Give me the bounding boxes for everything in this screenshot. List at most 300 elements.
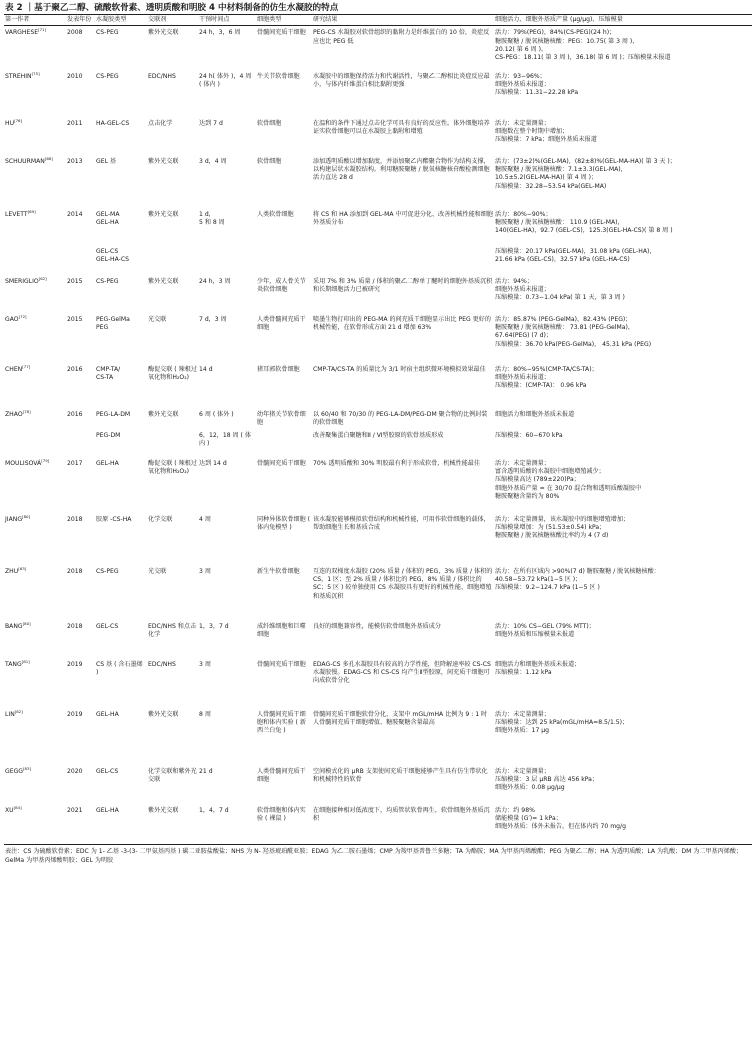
metrics-line: 糖胺聚糖 / 脱氧核糖核酸比率约为 4 (7 d) [495, 532, 609, 540]
table-row [4, 431, 752, 459]
cell-celltype [256, 431, 312, 459]
year-text: 2020 [67, 767, 83, 775]
reference-marker: [71] [38, 27, 47, 33]
cell-author [4, 459, 66, 515]
table-row [4, 315, 752, 365]
crosslinker-text: 紫外光交联 [148, 410, 179, 418]
metrics-line: 压缩模量：(CMP-TA)： 0.96 kPa [495, 382, 587, 390]
crosslinker-text: 化学交联 [148, 515, 173, 523]
cell-metrics [494, 315, 752, 365]
type-text: GEL-CS [96, 622, 119, 630]
crosslinker-text: 酶促交联 ( 辣根过氧化物和H₂O₂) [148, 365, 197, 382]
cell-type [95, 567, 147, 622]
cell-year [66, 767, 95, 806]
type-text: CS-PEG [96, 277, 119, 285]
header-metrics: 细胞活力、细胞外基质产量 (μg/μg)、压缩模量 [494, 15, 752, 26]
metrics-line: 活力：94%； [495, 277, 533, 285]
cell-type [95, 247, 147, 277]
cell-type [95, 26, 147, 72]
author-name: ZHU [5, 567, 19, 575]
cell-crosslinker [147, 660, 198, 710]
author-name: MOULISOVÁ [5, 459, 42, 467]
cell-crosslinker [147, 459, 198, 515]
cell-type [95, 410, 147, 431]
findings-text: EDAG-CS 多孔水凝胶具有较高的力学性能，但降解速率较 CS-CS 水凝胶慢。EDAG-CS 和 CS-CS 均产生Ⅱ型胶原，间充质干细胞可向成软骨分化 [313, 660, 493, 685]
cell-crosslinker [147, 431, 198, 459]
metrics-line: 细胞外基质：17 μg [495, 727, 549, 735]
cell-celltype [256, 247, 312, 277]
cell-celltype [256, 157, 312, 210]
year-text: 2019 [67, 710, 83, 718]
cell-metrics [494, 365, 752, 410]
cell-findings [312, 365, 494, 410]
type-text: GEL-HA [96, 459, 119, 467]
table-row [4, 622, 752, 660]
author-name: CHEN [5, 365, 23, 373]
table-row [4, 767, 752, 806]
cell-timepoint [198, 277, 256, 315]
type-text: 胶原 -CS-HA [96, 515, 132, 523]
celltype-text: 人类软骨细胞 [257, 210, 294, 218]
timepoint-text: 3 周 [199, 567, 211, 575]
table-row [4, 459, 752, 515]
table-row [4, 365, 752, 410]
crosslinker-text: 紫外光交联 [148, 710, 179, 718]
cell-metrics [494, 26, 752, 72]
metrics-line: 活力：未定量测量； [495, 459, 550, 467]
timepoint-text: 1 d， 5 和 8 周 [199, 210, 225, 227]
cell-metrics [494, 157, 752, 210]
type-text: GEL-HA [96, 710, 119, 718]
cell-crosslinker [147, 247, 198, 277]
cell-findings [312, 515, 494, 567]
cell-crosslinker [147, 277, 198, 315]
cell-findings [312, 410, 494, 431]
header-author: 第一作者 [4, 15, 66, 26]
metrics-line: 活力：约 98% [495, 806, 535, 814]
metrics-line: 细胞外基质和压缩模量未报道 [495, 631, 575, 639]
metrics-line: 10.5±5.2(GEL-MA-HA)( 第 4 周 )； [495, 174, 598, 182]
metrics-line: 140(GEL-HA)，92.7 (GEL-CS)，125.3(GEL-HA-CS)( 第 8 周 ) [495, 227, 673, 235]
crosslinker-text: 化学交联和紫外光交联 [148, 767, 197, 784]
cell-celltype [256, 26, 312, 72]
cell-timepoint [198, 767, 256, 806]
reference-marker: [80] [22, 513, 31, 519]
table-row [4, 247, 752, 277]
cell-type [95, 431, 147, 459]
timepoint-text: 4 周 [199, 515, 211, 523]
metrics-line: 活力：未定量测量； [495, 710, 550, 718]
cell-crosslinker [147, 157, 198, 210]
celltype-text: 少年，成人骨关节炎软骨细胞 [257, 277, 306, 294]
cell-findings [312, 660, 494, 710]
metrics-line: 活力：在所有区域内 >90%(7 d) 糖胺聚糖 / 脱氧核糖核酸： [495, 567, 660, 575]
cell-celltype [256, 767, 312, 806]
cell-author [4, 119, 66, 157]
cell-timepoint [198, 622, 256, 660]
celltype-text: 新生牛软骨细胞 [257, 567, 300, 575]
celltype-text: 软骨细胞 [257, 119, 282, 127]
reference-marker: [80] [22, 620, 31, 626]
reference-marker: [75] [31, 70, 40, 76]
metrics-line: 活力：未定量测量，该水凝胶中的细胞增殖增加； [495, 515, 630, 523]
cell-author [4, 710, 66, 767]
cell-type [95, 210, 147, 247]
crosslinker-text: 酶促交联 ( 辣根过氧化物和H₂O₂) [148, 459, 197, 476]
metrics-line: 活力：(73±2)%(GEL-MA)，(82±8)%(GEL-MA-HA)( 第 3 天 )； [495, 157, 676, 165]
reference-marker: [79] [41, 457, 50, 463]
author-name: BANG [5, 622, 23, 630]
cell-findings [312, 622, 494, 660]
metrics-line: 压缩模量：36.70 kPa(PEG-GelMa)， 45.31 kPa (PEG) [495, 340, 652, 348]
celltype-text: 人类骨髓间充质干细胞 [257, 767, 306, 784]
cell-timepoint [198, 315, 256, 365]
table-row [4, 210, 752, 247]
cell-celltype [256, 710, 312, 767]
crosslinker-text: 点击化学 [148, 119, 173, 127]
cell-timepoint [198, 515, 256, 567]
cell-timepoint [198, 410, 256, 431]
metrics-line: 细胞外基质：0.08 μg/μg [495, 784, 565, 792]
author-name: LEVETT [5, 210, 28, 218]
cell-celltype [256, 459, 312, 515]
cell-year [66, 277, 95, 315]
reference-marker: [83] [23, 765, 32, 771]
table-row [4, 567, 752, 622]
cell-author [4, 247, 66, 277]
metrics-line: 细胞活力和细胞外基质未报道； [495, 660, 581, 668]
timepoint-text: 24 h，3，6 周 [199, 29, 241, 37]
metrics-line: 压缩模量增加：为 (51.53±0.54) kPa； [495, 524, 606, 532]
metrics-line: 活力：85.87% (PEG-GelMa)，82.43% (PEG)； [495, 315, 632, 323]
cell-type [95, 72, 147, 119]
type-text: CS-PEG [96, 72, 119, 80]
findings-text: 互连的双梯度水凝胶 (20% 质量 / 体积的 PEG，3% 质量 / 体积的 CS，1 区；至 2% 质量 / 体积比的 PEG，8% 质量 / 体积比的 SC；5 区 ) 较单独使用 CS 水凝胶具有更好的机械性能、细胞增殖和基质沉积 [313, 567, 495, 600]
cell-crosslinker [147, 767, 198, 806]
celltype-text: 幼年猪关节软骨细胞 [257, 410, 306, 427]
cell-year [66, 365, 95, 410]
cell-crosslinker [147, 622, 198, 660]
celltype-text: 骨髓间充质干细胞 [257, 660, 306, 668]
cell-type [95, 767, 147, 806]
cell-year [66, 410, 95, 431]
year-text: 2015 [67, 277, 83, 285]
cell-crosslinker [147, 315, 198, 365]
crosslinker-text: 紫外光交联 [148, 806, 179, 814]
cell-crosslinker [147, 567, 198, 622]
cell-author [4, 277, 66, 315]
cell-type [95, 315, 147, 365]
cell-crosslinker [147, 72, 198, 119]
reference-marker: [63] [18, 565, 27, 571]
metrics-line: 活力：80%−95%(CMP-TA/CS-TA)； [495, 365, 598, 373]
celltype-text: 人骨髓间充质干细胞和体内实验 ( 新西兰白兔 ) [257, 710, 306, 735]
type-text: GEL-MA GEL-HA [96, 210, 120, 227]
year-text: 2014 [67, 210, 83, 218]
metrics-line: 糖胺聚糖 / 脱氧核糖核酸： 110.9 (GEL-MA)， [495, 219, 624, 227]
metrics-line: 活力：10% CS−GEL (79% MTT)； [495, 622, 595, 630]
type-text: CS-PEG [96, 567, 119, 575]
cell-timepoint [198, 660, 256, 710]
cell-year [66, 26, 95, 72]
metrics-line: 糖胺聚糖 / 脱氧核糖核酸：7.1±3.3(GEL-MA)， [495, 166, 627, 174]
timepoint-text: 1，3，7 d [199, 622, 229, 630]
findings-text: 在细胞接种相对低浓度下，均质管状软骨再生，软骨细胞外基质沉积 [313, 806, 490, 823]
cell-celltype [256, 119, 312, 157]
metrics-line: 活力：79%(PEG)，84%(CS-PEG)(24 h)； [495, 29, 616, 37]
cell-metrics [494, 567, 752, 622]
cell-crosslinker [147, 410, 198, 431]
author-name: LIN [5, 710, 15, 718]
cell-findings [312, 119, 494, 157]
year-text: 2013 [67, 157, 83, 165]
metrics-line: 细胞外基质：体外未报告，但在体内约 70 mg/g [495, 823, 626, 831]
metrics-line: 21.66 kPa (GEL-CS)，32.57 kPa (GEL-HA-CS) [495, 256, 630, 264]
table-row [4, 515, 752, 567]
findings-text: 水凝胶中的细胞保持活力和代谢活性，与聚乙二醇相比炎症反应最小，与体内纤维蛋白相比黏附更强 [313, 72, 490, 89]
metrics-line: 糖胺聚糖 / 脱氧核糖核酸： 73.81 (PEG-GelMa)， [495, 324, 634, 332]
cell-metrics [494, 660, 752, 710]
cell-author [4, 806, 66, 845]
cell-metrics [494, 710, 752, 767]
timepoint-text: 7 d，3 周 [199, 315, 227, 323]
cell-year [66, 119, 95, 157]
table-row [4, 660, 752, 710]
header-crosslinker: 交联剂 [147, 15, 198, 26]
cell-celltype [256, 660, 312, 710]
reference-marker: [62] [38, 275, 47, 281]
cell-timepoint [198, 710, 256, 767]
cell-author [4, 767, 66, 806]
metrics-line: 压缩模量：32.28−53.54 kPa(GEL-MA) [495, 182, 607, 190]
metrics-line: 细胞外基质未报道； [495, 374, 550, 382]
cell-year [66, 660, 95, 710]
reference-marker: [84] [13, 804, 22, 810]
cell-findings [312, 806, 494, 845]
year-text: 2017 [67, 459, 83, 467]
cell-author [4, 157, 66, 210]
cell-type [95, 660, 147, 710]
metrics-line: 67.64(PEG) (7 d)； [495, 332, 552, 340]
year-text: 2016 [67, 410, 83, 418]
metrics-line: 40.58−53.72 kPa(1−5 区 )； [495, 576, 582, 584]
findings-text: CMP-TA/CS-TA 的质量比为 3/1 时宿主组织微环境模拟效果最佳 [313, 365, 486, 373]
cell-year [66, 567, 95, 622]
reference-marker: [77] [22, 363, 31, 369]
cell-timepoint [198, 210, 256, 247]
crosslinker-text: 紫外光交联 [148, 157, 179, 165]
type-text: PEG-LA-DM [96, 410, 131, 418]
cell-timepoint [198, 26, 256, 72]
table-footnote: 表注：CS 为硫酸软骨素；EDC 为 1- 乙基 -3-(3- 二甲氨基丙基 ) 碳二亚胺盐酸盐；NHS 为 N- 羟基琥珀酰亚胺；EDAG 为乙二胺石墨烯；CMP 为羧甲基普鲁兰多糖；TA 为酪胺；MA 为甲基丙烯酸酯；PEG 为聚乙二醇；HA 为透明质酸；LA 为乳酸；DM 为二甲基丙烯酸；GelMa 为甲基丙烯酸明胶；GEL 为明胶 [5, 848, 743, 865]
cell-findings [312, 210, 494, 247]
cell-metrics [494, 767, 752, 806]
celltype-text: 骨髓间充质干细胞 [257, 459, 306, 467]
cell-celltype [256, 567, 312, 622]
table-row [4, 410, 752, 431]
cell-author [4, 315, 66, 365]
timepoint-text: 24 h( 体外 )，4 周 ( 体内 ) [199, 72, 254, 89]
cell-metrics [494, 622, 752, 660]
cell-author [4, 431, 66, 459]
metrics-line: 储能模量 (G′)= 1 kPa； [495, 815, 562, 823]
metrics-line: 活力：80%−90%； [495, 210, 552, 218]
findings-text: 骨髓间充质干细胞软骨分化，支架中 mGL/mHA 比例为 9 : 1 时人骨髓间充质干细胞增值、糖胺聚糖含量最高 [313, 710, 488, 727]
findings-text: 采用 7% 和 3% 质量 / 体积的聚乙二醇单丁醚时的细胞外基质沉积和长期细胞活力已被研究 [313, 277, 493, 294]
crosslinker-text: 紫外光交联 [148, 210, 179, 218]
timepoint-text: 14 d [199, 365, 213, 373]
header-findings: 研究结果 [312, 15, 494, 26]
year-text: 2016 [67, 365, 83, 373]
findings-text: 将 CS 和 HA 添加到 GEL-MA 中可促进分化、改善机械性能和细胞外基质分布 [313, 210, 493, 227]
year-text: 2011 [67, 119, 83, 127]
year-text: 2018 [67, 515, 83, 523]
celltype-text: 成纤维细胞和巨噬细胞 [257, 622, 306, 639]
metrics-line: 压缩模量：11.31−22.28 kPa [495, 89, 579, 97]
timepoint-text: 24 h，3 周 [199, 277, 231, 285]
cell-author [4, 210, 66, 247]
cell-timepoint [198, 247, 256, 277]
year-text: 2019 [67, 660, 83, 668]
metrics-line: 压缩模量高达 (789±220)Pa； [495, 476, 580, 484]
cell-metrics [494, 410, 752, 431]
header-type: 水凝胶类型 [95, 15, 147, 26]
celltype-text: 猪耳郭软骨细胞 [257, 365, 300, 373]
year-text: 2018 [67, 567, 83, 575]
cell-year [66, 210, 95, 247]
findings-text: 喷墨生物打印出的 PEG-MA 的间充质干细胞显示出比 PEG 更好的机械性能，在软骨形成方面 21 d 增加 63% [313, 315, 491, 332]
reference-marker: [78] [22, 408, 31, 414]
crosslinker-text: EDC/NHS 和点击化学 [148, 622, 197, 639]
cell-type [95, 515, 147, 567]
timepoint-text: 3 周 [199, 660, 211, 668]
cell-metrics [494, 459, 752, 515]
cell-crosslinker [147, 119, 198, 157]
cell-metrics [494, 210, 752, 247]
cell-crosslinker [147, 515, 198, 567]
year-text: 2010 [67, 72, 83, 80]
cell-metrics [494, 119, 752, 157]
type-text: GEL-CS GEL-HA-CS [96, 247, 129, 264]
findings-text: PEG-CS 水凝胶对软骨组织的黏附力是纤维蛋白的 10 倍，炎症反应也比 PEG 低 [313, 29, 490, 45]
type-text: PEG-GelMa PEG [96, 315, 130, 332]
header-timepoint: 干预时间点 [198, 15, 256, 26]
cell-author [4, 567, 66, 622]
cell-year [66, 515, 95, 567]
table-row [4, 157, 752, 210]
characteristics-table [4, 14, 752, 845]
cell-year [66, 247, 95, 277]
metrics-line: 细胞外基质产量 = 在 30/70 混合物和透明质酸凝胶中 [495, 484, 642, 492]
cell-metrics [494, 72, 752, 119]
page [4, 0, 752, 865]
cell-year [66, 806, 95, 845]
timepoint-text: 6，12，18 周 ( 体内 ) [199, 431, 251, 448]
celltype-text: 骨髓间充质干细胞 [257, 29, 306, 37]
metrics-line: 细胞数在整个时期中增加； [495, 128, 569, 136]
type-text: GEL-CS [96, 767, 119, 775]
findings-text: 改善聚集蛋白聚糖和Ⅱ / Ⅵ型胶原的软骨基质形成 [313, 431, 444, 439]
celltype-text: 软骨细胞和体内实验 ( 裸鼠 ) [257, 806, 306, 823]
celltype-text: 同种异体软骨细胞 ( 体内兔模型 ) [257, 515, 313, 532]
crosslinker-text: EDC/NHS [148, 72, 176, 80]
cell-type [95, 459, 147, 515]
cell-year [66, 622, 95, 660]
author-name: GAO [5, 315, 19, 323]
cell-findings [312, 157, 494, 210]
cell-author [4, 622, 66, 660]
cell-findings [312, 567, 494, 622]
metrics-line: 20.12( 第 6 周 )。 [495, 45, 548, 53]
author-name: STREHIN [5, 72, 32, 80]
timepoint-text: 3 d，4 周 [199, 157, 227, 165]
reference-marker: [81] [21, 658, 30, 664]
author-name: SMERIGLIO [5, 277, 39, 285]
table-row [4, 26, 752, 72]
cell-findings [312, 459, 494, 515]
type-text: GEL-HA [96, 806, 119, 814]
cell-celltype [256, 72, 312, 119]
cell-celltype [256, 515, 312, 567]
cell-metrics [494, 431, 752, 459]
year-text: 2021 [67, 806, 83, 814]
reference-marker: [68] [44, 155, 53, 161]
celltype-text: 软骨细胞 [257, 157, 282, 165]
cell-findings [312, 431, 494, 459]
cell-year [66, 459, 95, 515]
table-title: 表 2 ｜基于聚乙二醇、硫酸软骨素、透明质酸和明胶 4 中材料制备的仿生水凝胶的特点 [5, 3, 339, 13]
reference-marker: [82] [14, 708, 23, 714]
reference-marker: [69] [27, 208, 36, 214]
author-name: GEGG [5, 767, 24, 775]
cell-timepoint [198, 459, 256, 515]
cell-timepoint [198, 365, 256, 410]
author-name: HU [5, 119, 15, 127]
cell-year [66, 431, 95, 459]
cell-crosslinker [147, 710, 198, 767]
timepoint-text: 达到 14 d [199, 459, 227, 467]
year-text: 2008 [67, 29, 83, 37]
type-text: HA-GEL-CS [96, 119, 130, 127]
metrics-line: 压缩模量：9.2−124.7 kPa (1−5 区 ) [495, 584, 600, 592]
cell-celltype [256, 806, 312, 845]
timepoint-text: 1，4，7 d [199, 806, 229, 814]
findings-text: 70% 透明质酸和 30% 明胶最有利于形成软骨，机械性能最佳 [313, 459, 480, 467]
cell-findings [312, 247, 494, 277]
author-name: TANG [5, 660, 22, 668]
timepoint-text: 6 周 ( 体外 ) [199, 410, 234, 418]
cell-timepoint [198, 157, 256, 210]
metrics-line: 活力：93−96%； [495, 72, 546, 80]
metrics-line: 细胞活力和细胞外基质未报道 [495, 410, 575, 418]
cell-type [95, 365, 147, 410]
metrics-line: 富含透明质酸的水凝胶中细胞增殖减少； [495, 468, 605, 476]
author-name: XU [5, 806, 14, 814]
cell-celltype [256, 622, 312, 660]
cell-author [4, 26, 66, 72]
findings-text: 良好的细胞兼容性，能模仿软骨细胞外基质成分 [313, 622, 441, 630]
author-name: ZHAO [5, 410, 23, 418]
metrics-line: 压缩模量：0.73−1.04 kPa( 第 1 天，第 3 周 ) [495, 294, 625, 302]
table-row [4, 72, 752, 119]
timepoint-text: 达到 7 d [199, 119, 223, 127]
cell-celltype [256, 210, 312, 247]
metrics-line: 细胞外基质未报道； [495, 286, 550, 294]
timepoint-text: 8 周 [199, 710, 211, 718]
cell-year [66, 157, 95, 210]
year-text: 2015 [67, 315, 83, 323]
cell-celltype [256, 277, 312, 315]
